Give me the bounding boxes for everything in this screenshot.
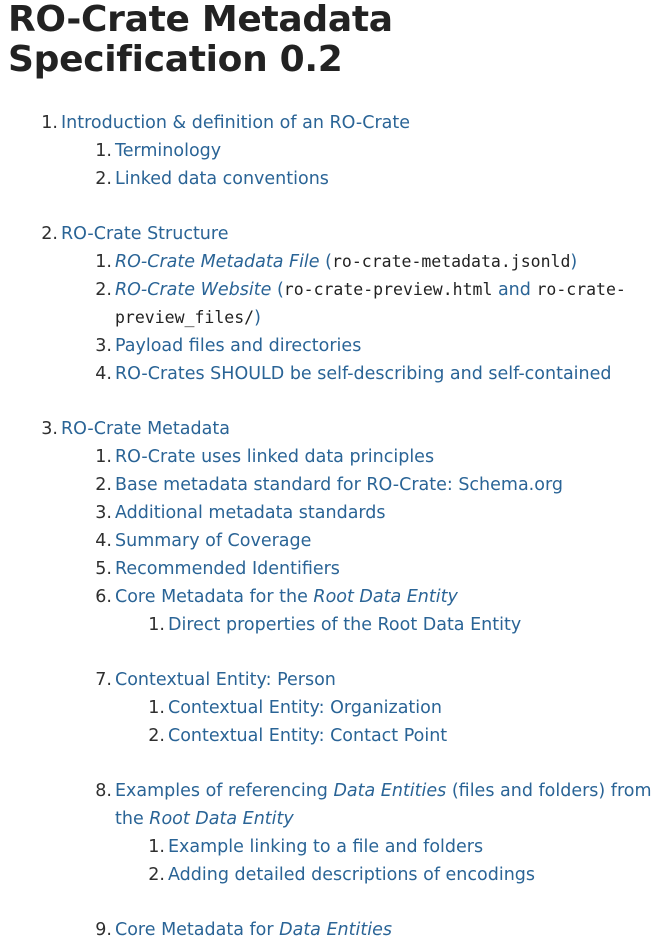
toc-item-2-3: [0, 332, 661, 360]
toc-link-summary-of-coverage[interactable]: Summary of Coverage: [115, 531, 312, 551]
toc-link-recommended-identifiers[interactable]: Recommended Identifiers: [115, 559, 340, 579]
toc-number: 1.: [148, 698, 165, 718]
toc-item-3-8-2: [0, 861, 661, 889]
toc-link-linked-data-conventions[interactable]: Linked data conventions: [115, 169, 329, 189]
toc-item-3: [0, 415, 661, 443]
toc-number: 8.: [95, 781, 112, 801]
toc-link-direct-properties[interactable]: Direct properties of the Root Data Entity: [168, 615, 522, 635]
toc-number: 3.: [95, 503, 112, 523]
toc-number: 3.: [95, 336, 112, 356]
toc-item-3-7-2: [0, 722, 661, 750]
link-text: Core Metadata for: [115, 920, 280, 940]
toc-link-contextual-organization[interactable]: Contextual Entity: Organization: [168, 698, 442, 718]
toc-link-terminology[interactable]: Terminology: [115, 141, 222, 161]
toc-link-self-describing[interactable]: RO-Crates SHOULD be self-describing and self-contained: [115, 364, 612, 384]
link-text: Examples of referencing: [115, 781, 334, 801]
toc-item-1: [0, 109, 661, 137]
toc-item-3-9: [0, 916, 661, 944]
paren-open: (: [319, 252, 332, 272]
toc-link-additional-standards[interactable]: Additional metadata standards: [115, 503, 386, 523]
toc-link-introduction[interactable]: Introduction & definition of an RO-Crate: [61, 113, 410, 133]
spacer: [0, 750, 661, 777]
table-of-contents: [0, 109, 661, 944]
code-filename: ro-crate-: [536, 280, 626, 299]
toc-item-3-7: [0, 666, 661, 694]
toc-number: 1.: [148, 615, 165, 635]
toc-number: 2.: [95, 169, 112, 189]
toc-number: 3.: [41, 419, 58, 439]
paren-close: ): [570, 252, 578, 272]
toc-link-linked-data-principles[interactable]: RO-Crate uses linked data principles: [115, 447, 435, 467]
toc-item-3-6: [0, 583, 661, 611]
link-emphasis: Data Entities: [333, 781, 447, 801]
page-title: RO-Crate Metadata Specification 0.2: [8, 0, 393, 80]
toc-number: 2.: [41, 224, 58, 244]
link-text: the: [115, 809, 150, 829]
code-filename: preview_files/: [115, 308, 255, 327]
toc-item-2-4: [0, 360, 661, 388]
toc-item-3-8: [0, 777, 661, 833]
spacer: [0, 193, 661, 220]
toc-link-examples-referencing[interactable]: [115, 781, 652, 829]
toc-item-1-2: [0, 165, 661, 193]
toc-link-ro-crate-metadata[interactable]: RO-Crate Metadata: [61, 419, 230, 439]
toc-link-core-metadata-data-entities[interactable]: [115, 920, 392, 940]
spacer: [0, 388, 661, 415]
toc-item-3-6-1: [0, 611, 661, 639]
toc-number: 9.: [95, 920, 112, 940]
link-text: (files and folders) from: [446, 781, 652, 801]
toc-link-ro-crate-structure[interactable]: RO-Crate Structure: [61, 224, 229, 244]
toc-number: 2.: [95, 475, 112, 495]
toc-item-3-7-1: [0, 694, 661, 722]
and-text: and: [492, 280, 537, 300]
toc-number: 1.: [148, 837, 165, 857]
toc-link-website[interactable]: [115, 280, 626, 328]
toc-number: 4.: [95, 531, 112, 551]
link-text: Core Metadata for the: [115, 587, 314, 607]
toc-number: 2.: [95, 280, 112, 300]
toc-item-2: [0, 220, 661, 248]
toc-link-detailed-encodings[interactable]: Adding detailed descriptions of encodings: [168, 865, 536, 885]
toc-item-3-1: [0, 443, 661, 471]
toc-number: 7.: [95, 670, 112, 690]
toc-link-metadata-file[interactable]: [115, 252, 577, 272]
toc-link-example-linking[interactable]: Example linking to a file and folders: [168, 837, 484, 857]
toc-number: 1.: [95, 447, 112, 467]
toc-link-contextual-person[interactable]: Contextual Entity: Person: [115, 670, 336, 690]
toc-link-contextual-contact-point[interactable]: Contextual Entity: Contact Point: [168, 726, 448, 746]
code-filename: ro-crate-metadata.jsonld: [331, 252, 571, 271]
toc-item-1-1: [0, 137, 661, 165]
paren-open: (: [271, 280, 284, 300]
link-emphasis: Data Entities: [279, 920, 392, 940]
toc-item-3-5: [0, 555, 661, 583]
spacer: [0, 889, 661, 916]
toc-number: 6.: [95, 587, 112, 607]
toc-number: 1.: [41, 113, 58, 133]
toc-number: 1.: [95, 252, 112, 272]
toc-number: 2.: [148, 726, 165, 746]
toc-item-2-2: [0, 276, 661, 332]
toc-item-2-1: [0, 248, 661, 276]
toc-link-core-metadata-root[interactable]: [115, 587, 458, 607]
code-filename: ro-crate-preview.html: [283, 280, 493, 299]
link-emphasis: RO-Crate Metadata File: [115, 252, 320, 272]
paren-close: ): [254, 308, 261, 328]
toc-item-3-4: [0, 527, 661, 555]
link-emphasis: Root Data Entity: [313, 587, 458, 607]
toc-number: 5.: [95, 559, 112, 579]
toc-item-3-3: [0, 499, 661, 527]
toc-number: 1.: [95, 141, 112, 161]
link-emphasis: Root Data Entity: [149, 809, 294, 829]
link-emphasis: RO-Crate Website: [115, 280, 272, 300]
toc-item-3-2: [0, 471, 661, 499]
toc-link-base-metadata-standard[interactable]: Base metadata standard for RO-Crate: Schema.org: [115, 475, 563, 495]
toc-item-3-8-1: [0, 833, 661, 861]
toc-link-payload-files[interactable]: Payload files and directories: [115, 336, 362, 356]
spacer: [0, 639, 661, 666]
toc-number: 2.: [148, 865, 165, 885]
toc-number: 4.: [95, 364, 112, 384]
